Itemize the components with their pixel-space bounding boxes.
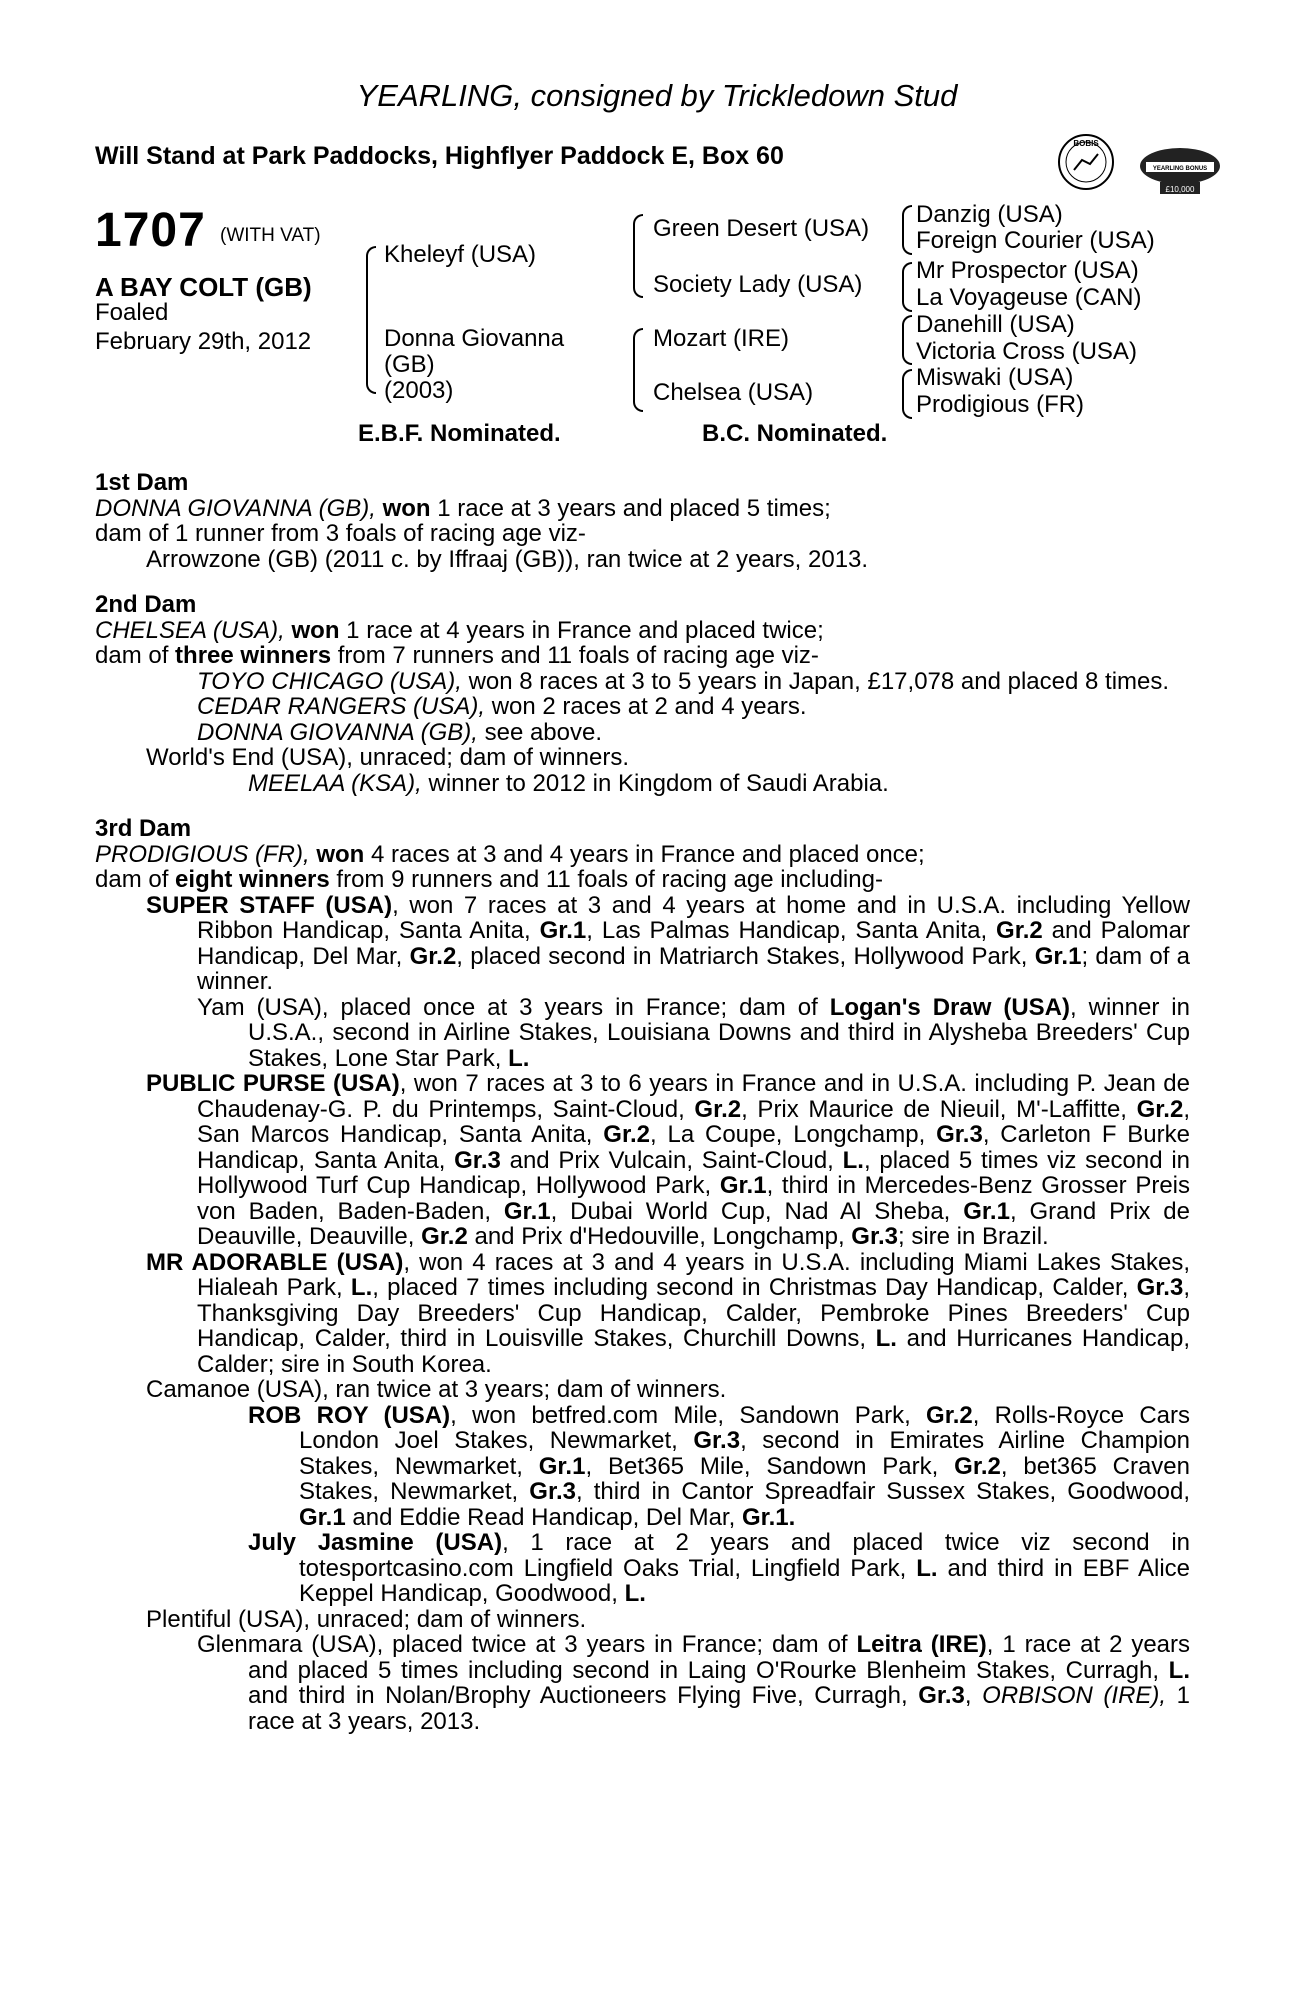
mr-adorable-entry: MR ADORABLE (USA), won 4 races at 3 and 4 years in U.S.A. including Miami Lakes Stakes, Hialeah Park, L., placed 7 times including second in Christmas Day Handicap, Calder, Gr.3, Thanksgiving Day Breeders' Cup Handicap, Calder, Pembroke Pines Breeders' Cup Handicap, Calder, third in Louisville Stakes, Churchill Downs, L. and Hurricanes Handicap, Calder; sire in South Korea. bbox=[146, 1248, 1190, 1378]
pedigree-gen3-7: Miswaki (USA) bbox=[916, 364, 1074, 391]
pedigree-dam-line1: Donna Giovanna bbox=[384, 325, 565, 352]
dam2-progeny-2: CEDAR RANGERS (USA), won 2 races at 2 and 4 years. bbox=[197, 693, 807, 720]
public-purse-entry: PUBLIC PURSE (USA), won 7 races at 3 to 6 years in France and in U.S.A. including P. Jean de Chaudenay-G. P. du Printemps, Saint-Cloud, Gr.2, Prix Maurice de Nieuil, M'-Laffitte, Gr.2, San Marcos Handicap, Santa Anita, Gr.2, La Coupe, Longchamp, Gr.3, Carleton F Burke Handicap, Santa Anita, Gr.3 and Prix Vulcain, Saint-Cloud, L., placed 5 times viz second in Hollywood Turf Cup Handicap, Hollywood Park, Gr.1, third in Mercedes-Benz Grosser Preis von Baden, Baden-Baden, Gr.1, Dubai World Cup, Nad Al Sheba, Gr.1, Grand Prix de Deauville, Deauville, Gr.2 and Prix d'Hedouville, Longchamp, Gr.3; sire in Brazil. bbox=[146, 1070, 1191, 1250]
foaled-date: February 29th, 2012 bbox=[95, 328, 312, 355]
dam1-summary: DONNA GIOVANNA (GB), won 1 race at 3 years and placed 5 times; bbox=[95, 494, 831, 522]
pedigree-brace-gen1 bbox=[366, 246, 376, 394]
dam2-damof: dam of three winners from 7 runners and 11 foals of racing age viz- bbox=[95, 642, 819, 669]
pedigree-sire: Kheleyf (USA) bbox=[384, 241, 537, 268]
pedigree-brace-gen3c bbox=[902, 315, 912, 365]
lot-number: 1707 bbox=[95, 204, 206, 257]
pedigree-brace-gen2b bbox=[633, 328, 643, 412]
dam2-progeny-1: TOYO CHICAGO (USA), won 8 races at 3 to 5 years in Japan, £17,078 and placed 8 times. bbox=[197, 667, 1170, 695]
svg-text:BOBIS: BOBIS bbox=[1073, 139, 1099, 148]
vat-note: (WITH VAT) bbox=[220, 225, 321, 246]
camanoe-entry: Camanoe (USA), ran twice at 3 years; dam of winners. bbox=[146, 1376, 727, 1403]
svg-text:YEARLING BONUS: YEARLING BONUS bbox=[1152, 166, 1208, 172]
lot-description: A BAY COLT (GB) bbox=[95, 272, 312, 302]
dam3-damof: dam of eight winners from 9 runners and 11 foals of racing age including- bbox=[95, 866, 883, 893]
pedigree-dam-line3: (2003) bbox=[384, 377, 454, 404]
pedigree-gen3-2: Foreign Courier (USA) bbox=[916, 227, 1155, 254]
svg-text:£10,000: £10,000 bbox=[1165, 185, 1195, 194]
pedigree-dam-line2: (GB) bbox=[384, 351, 435, 378]
dam1-damof: dam of 1 runner from 3 foals of racing age viz- bbox=[95, 520, 586, 547]
dam2-progeny-3: DONNA GIOVANNA (GB), see above. bbox=[197, 718, 603, 746]
july-jasmine-entry: July Jasmine (USA), 1 race at 2 years and placed twice viz second in totesportcasino.com Lingfield Oaks Trial, Lingfield Park, L. and third in EBF Alice Keppel Handicap, Goodwood, L. bbox=[248, 1529, 1191, 1607]
sale-title: YEARLING, consigned by Trickledown Stud bbox=[356, 78, 958, 113]
foaled-label: Foaled bbox=[95, 299, 169, 326]
pedigree-brace-gen2a bbox=[633, 214, 643, 298]
bc-nomination: B.C. Nominated. bbox=[702, 420, 888, 447]
dam3-summary: PRODIGIOUS (FR), won 4 races at 3 and 4 years in France and placed once; bbox=[95, 840, 925, 868]
ebf-nomination: E.B.F. Nominated. bbox=[358, 420, 561, 447]
pedigree-gen3-8: Prodigious (FR) bbox=[916, 391, 1085, 418]
pedigree-gen3-5: Danehill (USA) bbox=[916, 311, 1075, 338]
dam2-progeny-5: MEELAA (KSA), winner to 2012 in Kingdom of Saudi Arabia. bbox=[248, 769, 889, 797]
pedigree-gen3-1: Danzig (USA) bbox=[916, 201, 1063, 228]
pedigree-gen2-1: Green Desert (USA) bbox=[653, 215, 870, 242]
dam1-progeny: Arrowzone (GB) (2011 c. by Iffraaj (GB)), ran twice at 2 years, 2013. bbox=[146, 545, 869, 573]
bobis-badge bbox=[1056, 132, 1116, 192]
pedigree-gen3-4: La Voyageuse (CAN) bbox=[916, 284, 1142, 311]
pedigree-brace-gen3b bbox=[902, 262, 912, 312]
dam3-heading: 3rd Dam bbox=[95, 815, 192, 842]
dam2-summary: CHELSEA (USA), won 1 race at 4 years in France and placed twice; bbox=[95, 616, 824, 644]
super-staff-entry: SUPER STAFF (USA), won 7 races at 3 and 4 years at home and in U.S.A. including Yellow Ribbon Handicap, Santa Anita, Gr.1, Las Palmas Handicap, Santa Anita, Gr.2 and Palomar Handicap, Del Mar, Gr.2, placed second in Matriarch Stakes, Hollywood Park, Gr.1; dam of a winner. bbox=[146, 891, 1191, 995]
rob-roy-entry: ROB ROY (USA), won betfred.com Mile, Sandown Park, Gr.2, Rolls-Royce Cars London Joel Stakes, Newmarket, Gr.3, second in Emirates Airline Champion Stakes, Newmarket, Gr.1, Bet365 Mile, Sandown Park, Gr.2, bet365 Craven Stakes, Newmarket, Gr.3, third in Cantor Spreadfair Sussex Stakes, Goodwood, Gr.1 and Eddie Read Handicap, Del Mar, Gr.1. bbox=[248, 1401, 1191, 1531]
glenmara-entry: Glenmara (USA), placed twice at 3 years in France; dam of Leitra (IRE), 1 race at 2 years and placed 5 times including second in Laing O'Rourke Blenheim Stakes, Curragh, L. and third in Nolan/Brophy Auctioneers Flying Five, Curragh, Gr.3, ORBISON (IRE), 1 race at 3 years, 2013. bbox=[197, 1631, 1191, 1735]
yam-entry: Yam (USA), placed once at 3 years in France; dam of Logan's Draw (USA), winner in U.S.A., second in Airline Stakes, Louisiana Downs and third in Alysheba Breeders' Cup Stakes, Lone Star Park, L. bbox=[197, 993, 1190, 1072]
foaled-info bbox=[95, 298, 311, 356]
pedigree-gen2-3: Mozart (IRE) bbox=[653, 325, 790, 352]
stand-location: Will Stand at Park Paddocks, Highflyer Paddock E, Box 60 bbox=[95, 142, 784, 170]
pedigree-dam bbox=[384, 326, 564, 404]
catalogue-body bbox=[95, 470, 1190, 1734]
pedigree-brace-gen3a bbox=[902, 205, 912, 255]
pedigree-gen3-3: Mr Prospector (USA) bbox=[916, 257, 1139, 284]
pedigree-gen2-2: Society Lady (USA) bbox=[653, 271, 863, 298]
pedigree-gen3-6: Victoria Cross (USA) bbox=[916, 338, 1137, 365]
pedigree-gen2-4: Chelsea (USA) bbox=[653, 379, 814, 406]
yearling-bonus-badge bbox=[1136, 138, 1224, 198]
dam1-heading: 1st Dam bbox=[95, 469, 189, 496]
dam2-progeny-4: World's End (USA), unraced; dam of winners. bbox=[146, 744, 629, 771]
dam2-heading: 2nd Dam bbox=[95, 591, 197, 618]
plentiful-entry: Plentiful (USA), unraced; dam of winners. bbox=[146, 1605, 587, 1633]
pedigree-brace-gen3d bbox=[902, 369, 912, 419]
